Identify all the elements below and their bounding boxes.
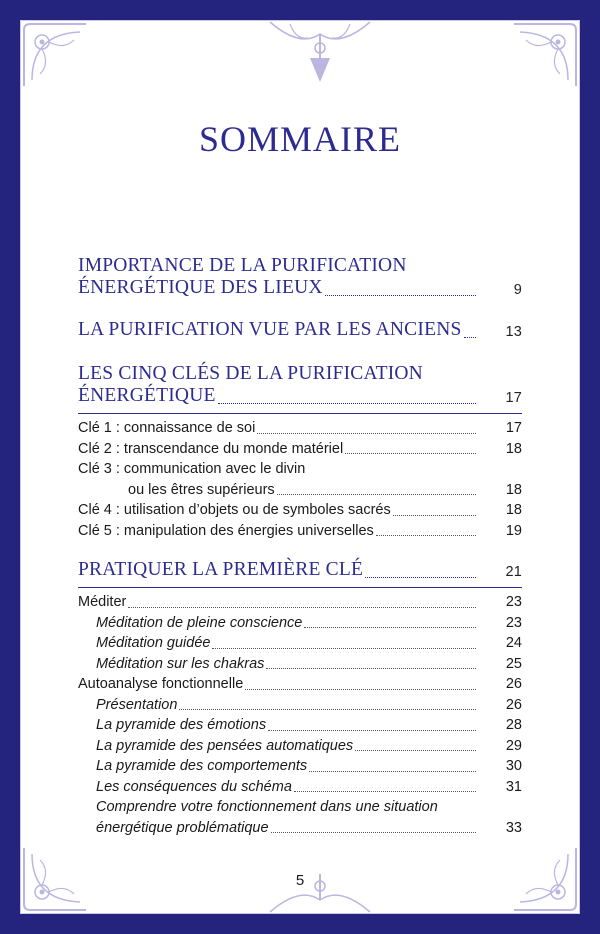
- section-title-line: IMPORTANCE DE LA PURIFICATION: [78, 255, 407, 276]
- section-title-line: LES CINQ CLÉS DE LA PURIFICATION: [78, 363, 423, 384]
- toc-entry[interactable]: [78, 319, 522, 341]
- corner-ornament-icon: [510, 20, 580, 90]
- entry-label: Clé 2 : transcendance du monde matériel: [78, 440, 344, 457]
- dot-leader: [266, 658, 476, 669]
- page-ref: 18: [505, 440, 522, 457]
- toc-section: [78, 319, 522, 341]
- page-ref: 18: [505, 502, 522, 518]
- dot-leader: [271, 822, 476, 833]
- entry-label: La pyramide des émotions: [96, 717, 267, 733]
- dot-leader: [277, 484, 476, 495]
- toc-entry[interactable]: [78, 715, 522, 736]
- entry-label: Méditer: [78, 594, 127, 610]
- entry-label: La pyramide des pensées automatiques: [96, 737, 354, 754]
- page-ref: 17: [505, 420, 522, 436]
- toc-entry[interactable]: [78, 756, 522, 777]
- page-ref: 30: [505, 758, 522, 774]
- toc-entry-line: Clé 3 : communication avec le divin: [78, 461, 306, 477]
- dot-leader: [309, 761, 476, 772]
- page-ref: 17: [505, 390, 522, 406]
- page-ref: 33: [505, 819, 522, 836]
- entry-label: Clé 5 : manipulation des énergies universelles: [78, 522, 374, 539]
- section-title-line: ÉNERGÉTIQUE DES LIEUX: [78, 277, 323, 298]
- page-ref: 26: [505, 696, 522, 713]
- page-ref: 13: [505, 324, 522, 340]
- page-ref: 25: [505, 655, 522, 672]
- dot-leader: [464, 327, 476, 338]
- toc-entry[interactable]: [78, 418, 522, 439]
- page-ref: 23: [505, 594, 522, 610]
- dot-leader: [376, 525, 476, 536]
- top-center-ornament-icon: [260, 20, 380, 90]
- toc-entry[interactable]: [78, 613, 522, 634]
- entry-label: La pyramide des comportements: [96, 758, 308, 774]
- section-title: PRATIQUER LA PREMIÈRE CLÉ: [78, 559, 364, 580]
- toc-section: [78, 559, 522, 581]
- dot-leader: [345, 443, 476, 454]
- dot-leader: [268, 720, 476, 731]
- dot-leader: [212, 638, 476, 649]
- toc-entry[interactable]: [78, 695, 522, 716]
- dot-leader: [128, 597, 476, 608]
- toc-entry[interactable]: [78, 592, 522, 613]
- entry-label: Les conséquences du schéma: [96, 778, 292, 795]
- dot-leader: [355, 740, 476, 751]
- dot-leader: [179, 699, 476, 710]
- dot-leader: [304, 617, 476, 628]
- dot-leader: [365, 567, 476, 578]
- page-ref: 31: [505, 778, 522, 795]
- section-rule: [78, 587, 522, 588]
- dot-leader: [245, 679, 476, 690]
- section-title-line: ÉNERGÉTIQUE: [78, 385, 216, 406]
- toc-entry[interactable]: [78, 480, 522, 501]
- entry-label: Méditation de pleine conscience: [96, 614, 303, 631]
- section-title: LA PURIFICATION VUE PAR LES ANCIENS: [78, 319, 462, 340]
- toc-entry[interactable]: [78, 559, 522, 581]
- toc-entry[interactable]: [78, 277, 522, 299]
- toc-entry[interactable]: [78, 777, 522, 798]
- page-ref: 21: [505, 564, 522, 580]
- dot-leader: [325, 285, 476, 296]
- toc-entry[interactable]: [78, 818, 522, 839]
- toc-entry[interactable]: [78, 674, 522, 695]
- toc-entry[interactable]: [78, 521, 522, 542]
- toc-entry-line: Comprendre votre fonctionnement dans une situation: [96, 799, 438, 815]
- entry-label: Clé 4 : utilisation d’objets ou de symboles sacrés: [78, 502, 391, 518]
- page-title: SOMMAIRE: [198, 119, 402, 159]
- page-ref: 9: [513, 282, 522, 298]
- page-ref: 24: [505, 635, 522, 651]
- entry-label: Méditation sur les chakras: [96, 655, 265, 672]
- page-ref: 19: [505, 522, 522, 539]
- section-rule: [78, 413, 522, 414]
- entry-label: énergétique problématique: [96, 819, 269, 836]
- page-ref: 29: [505, 737, 522, 754]
- page-ref: 28: [505, 717, 522, 733]
- dot-leader: [393, 505, 476, 516]
- dot-leader: [218, 393, 476, 404]
- dot-leader: [257, 423, 476, 434]
- dot-leader: [294, 781, 476, 792]
- toc-entry[interactable]: [78, 633, 522, 654]
- page-number: 5: [295, 872, 305, 889]
- page-ref: 23: [505, 614, 522, 631]
- entry-label: Méditation guidée: [96, 635, 211, 651]
- entry-label: Clé 1 : connaissance de soi: [78, 420, 256, 436]
- toc-entry[interactable]: [78, 654, 522, 675]
- page-ref: 18: [505, 481, 522, 498]
- toc-section: [78, 255, 522, 299]
- page-ref: 26: [505, 676, 522, 692]
- entry-label: ou les êtres supérieurs: [128, 481, 275, 498]
- toc-entry[interactable]: [78, 500, 522, 521]
- corner-ornament-icon: [20, 20, 90, 90]
- toc-entry[interactable]: [78, 439, 522, 460]
- table-of-contents: [78, 255, 522, 838]
- toc-entry[interactable]: [78, 736, 522, 757]
- toc-entry[interactable]: [78, 385, 522, 407]
- entry-label: Autoanalyse fonctionnelle: [78, 676, 244, 692]
- entry-label: Présentation: [96, 696, 178, 713]
- toc-section: [78, 363, 522, 407]
